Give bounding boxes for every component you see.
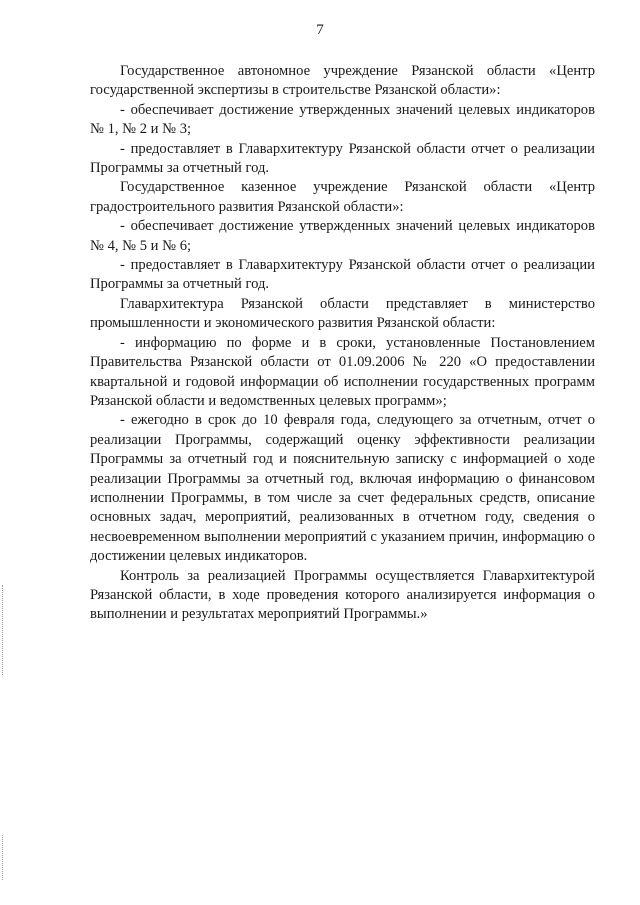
paragraph-urban-development-center: Государственное казенное учреждение Рязанской области «Центр градостроительного развития Рязанской области»:	[90, 179, 595, 215]
paragraph-expertise-center: Государственное автономное учреждение Рязанской области «Центр государственной экспертизы в строительстве Рязанской области»:	[90, 63, 595, 99]
list-item-expertise-report: - предоставляет в Главархитектуру Рязанской области отчет о реализации Программы за отчетный год.	[90, 140, 595, 177]
list-item-quarterly-info: - информацию по форме и в сроки, установленные Постановлением Правительства Рязанской области от 01.09.2006 № 220 «О предоставлении квартальной и годовой информации об исполнении государственных программ Рязанской области и ведомственных целевых программ»;	[90, 334, 595, 409]
list-item-annual-report: - ежегодно в срок до 10 февраля года, следующего за отчетным, отчет о реализации Программы, содержащий оценку эффективности реализации Программы за отчетный год и пояснительную записку с информацией о ходе реализации Программы за отчетный год, включая информацию о финансовом исполнении Программы, в том числе за счет федеральных средств, описание основных задач, мероприятий, реализованных в отчетном году, сведения о несвоевременном выполнении мероприятий с указанием причин, информацию о достижении целевых индикаторов.	[90, 412, 595, 565]
page-number: 7	[316, 22, 324, 38]
scan-edge-artifact-bottom	[2, 835, 5, 880]
paragraph-glavarkhitektura: Главархитектура Рязанской области представляет в министерство промышленности и экономического развития Рязанской области:	[90, 295, 595, 332]
list-item-expertise-indicators: - обеспечивает достижение утвержденных значений целевых индикаторов № 1, № 2 и № 3;	[90, 101, 595, 138]
paragraph-control: Контроль за реализацией Программы осуществляется Главархитектурой Рязанской области, в ходе проведения которого анализируется информация о выполнении и результатах мероприятий Программы.»	[90, 567, 595, 623]
list-item-urban-indicators: - обеспечивает достижение утвержденных значений целевых индикаторов № 4, № 5 и № 6;	[90, 218, 595, 254]
scan-edge-artifact-top	[2, 585, 5, 675]
list-item-urban-report: - предоставляет в Главархитектуру Рязанской области отчет о реализации Программы за отчетный год.	[90, 257, 595, 293]
document-body	[90, 62, 595, 625]
